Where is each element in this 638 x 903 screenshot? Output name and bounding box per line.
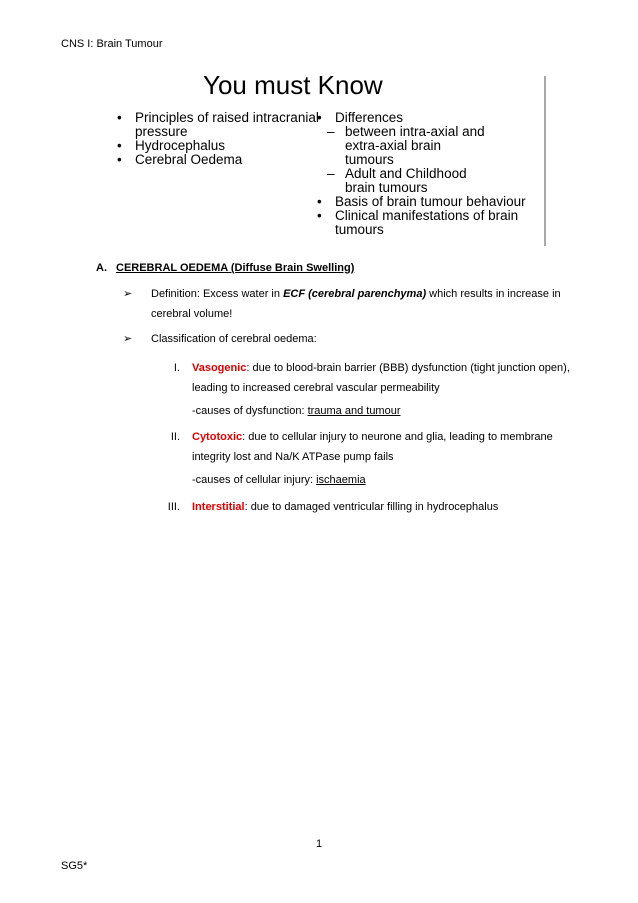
cause-note: -causes of dysfunction: trauma and tumour <box>192 405 401 417</box>
slide-bullet: • Principles of raised intracranial pressure <box>113 111 323 139</box>
roman-numeral: I. <box>173 362 180 374</box>
oedema-term: Interstitial <box>192 501 245 513</box>
arrow-bullet-icon: ➢ <box>123 288 133 300</box>
oedema-type-interstitial: III. Interstitial: due to damaged ventricular filling in hydrocephalus <box>150 497 570 517</box>
oedema-type-vasogenic: I. Vasogenic: due to blood-brain barrier (BBB) dysfunction (tight junction open), leading to increased cerebral vascular permeability <box>150 358 570 398</box>
oedema-term: Cytotoxic <box>192 431 243 443</box>
slide-title: You must Know <box>203 70 383 100</box>
slide-divider <box>544 76 546 246</box>
cause-note: -causes of cellular injury: ischaemia <box>192 474 366 486</box>
definition-term: ECF (cerebral parenchyma) <box>283 288 427 300</box>
section-title: CEREBRAL OEDEMA (Diffuse Brain Swelling) <box>116 262 355 274</box>
page-signature: SG5* <box>61 860 88 872</box>
slide-bullet: • Differences <box>313 111 538 125</box>
slide-sub-bullet: – between intra-axial and extra-axial brain tumours <box>313 125 538 167</box>
definition-text: Definition: Excess water in ECF (cerebral parenchyma) which results in increase in cerebral volume! <box>151 288 561 320</box>
you-must-know-slide <box>103 68 546 246</box>
slide-bullet: • Clinical manifestations of brain tumours <box>313 209 538 237</box>
page-header: CNS I: Brain Tumour <box>61 38 163 50</box>
slide-bullet: • Basis of brain tumour behaviour <box>313 195 538 209</box>
arrow-bullet-icon: ➢ <box>123 333 133 345</box>
slide-sub-bullet: – Adult and Childhood brain tumours <box>313 167 538 195</box>
section-heading <box>96 262 354 274</box>
definition-item <box>123 284 563 324</box>
classification-item <box>123 329 563 349</box>
slide-right-column <box>313 111 538 237</box>
page-number: 1 <box>315 838 323 850</box>
roman-numeral: III. <box>167 501 180 513</box>
oedema-type-cytotoxic: II. Cytotoxic: due to cellular injury to neurone and glia, leading to membrane integrity lost and Na/K ATPase pump fails <box>150 427 570 467</box>
slide-bullet: • Hydrocephalus <box>113 139 323 153</box>
slide-left-column <box>113 111 323 167</box>
oedema-term: Vasogenic <box>192 362 247 374</box>
section-number: A. <box>96 262 107 274</box>
slide-bullet: • Cerebral Oedema <box>113 153 323 167</box>
roman-numeral: II. <box>170 431 180 443</box>
classification-text: Classification of cerebral oedema: <box>151 333 317 345</box>
